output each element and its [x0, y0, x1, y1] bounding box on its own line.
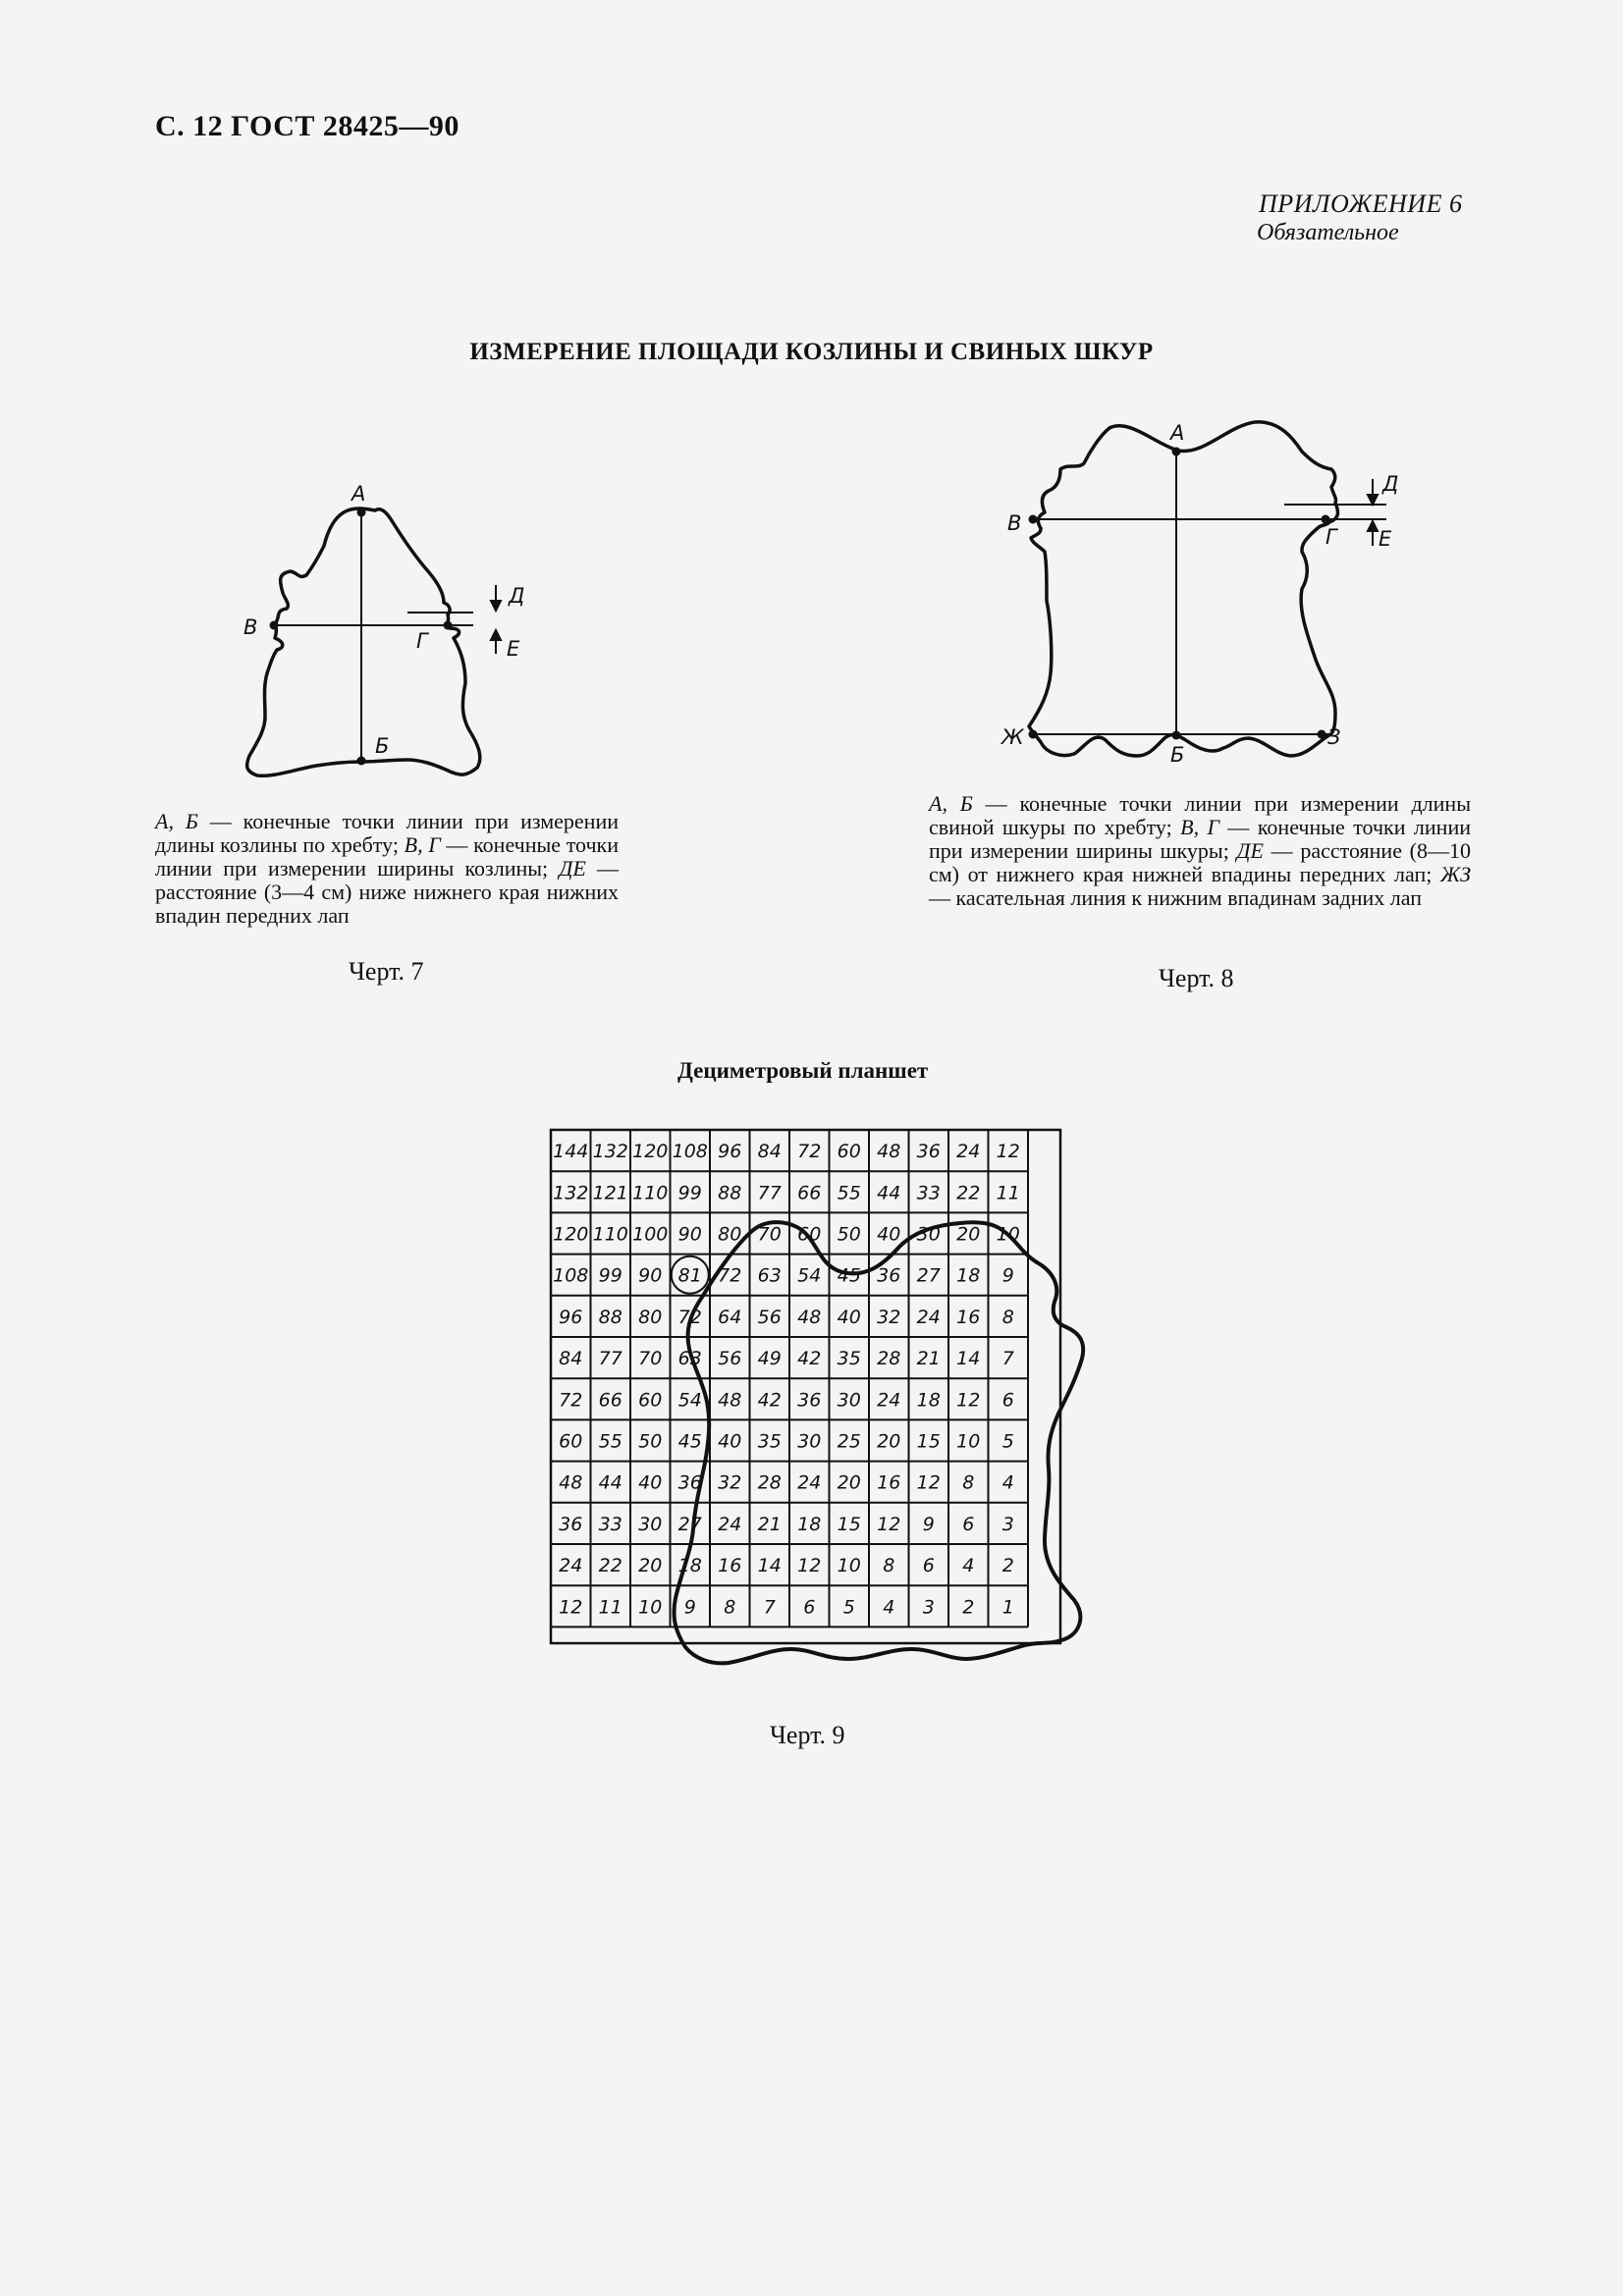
grid-cell-value: 28 — [757, 1471, 782, 1494]
grid-cell-value: 22 — [598, 1555, 622, 1577]
grid-cell-value: 66 — [797, 1182, 822, 1204]
grid-cell-value: 20 — [638, 1555, 663, 1577]
grid-cell-value: 72 — [559, 1389, 583, 1412]
pig-point-a: А — [1170, 421, 1185, 445]
grid-cell-value: 11 — [598, 1596, 622, 1619]
grid-cell-value: 80 — [638, 1306, 663, 1328]
grid-cell-value: 50 — [638, 1430, 663, 1453]
grid-cell-value: 28 — [877, 1348, 901, 1370]
grid-cell-value: 30 — [638, 1513, 663, 1535]
grid-cell-value: 63 — [757, 1264, 782, 1287]
grid-cell-value: 30 — [916, 1223, 941, 1246]
grid-cell-value: 48 — [559, 1471, 583, 1494]
grid-cell-value: 9 — [683, 1596, 696, 1619]
pig-point-e: Е — [1379, 527, 1392, 551]
grid-cell-value: 120 — [632, 1141, 669, 1163]
pig-point-b: Б — [1170, 743, 1185, 767]
grid-cell-value: 63 — [677, 1348, 702, 1370]
grid-cell-value: 36 — [797, 1389, 822, 1412]
goat-skin-outline — [247, 508, 480, 775]
grid-cell-value: 45 — [677, 1430, 702, 1453]
grid-cell-value: 44 — [877, 1182, 901, 1204]
grid-cell-value: 132 — [592, 1141, 628, 1163]
grid-cell-value: 45 — [837, 1264, 861, 1287]
grid-cell-value: 4 — [1001, 1471, 1014, 1494]
pig-point-g: Г — [1325, 525, 1337, 549]
grid-cell-value: 2 — [962, 1596, 975, 1619]
grid-cell-value: 33 — [598, 1513, 622, 1535]
figure7-label: Черт. 7 — [349, 957, 424, 986]
grid-cell-value: 30 — [797, 1430, 822, 1453]
pig-point-zh: Ж — [1001, 725, 1024, 749]
grid-cell-value: 24 — [797, 1471, 822, 1494]
grid-cell-value: 18 — [797, 1513, 822, 1535]
grid-cell-value: 16 — [877, 1471, 901, 1494]
grid-cell-value: 24 — [559, 1555, 583, 1577]
grid-cell-value: 84 — [757, 1141, 782, 1163]
grid-cell-value: 70 — [638, 1348, 663, 1370]
grid-cell-value: 12 — [996, 1141, 1020, 1163]
grid-cell-value: 81 — [677, 1264, 702, 1287]
grid-cell-value: 90 — [677, 1223, 702, 1246]
main-title: ИЗМЕРЕНИЕ ПЛОЩАДИ КОЗЛИНЫ И СВИНЫХ ШКУР — [469, 339, 1154, 365]
goat-point-v: В — [243, 615, 258, 639]
grid-cell-value: 12 — [956, 1389, 981, 1412]
grid-cell-value: 18 — [956, 1264, 981, 1287]
grid-cell-value: 18 — [677, 1555, 702, 1577]
grid-cell-value: 108 — [553, 1264, 589, 1287]
grid-cell-value: 60 — [638, 1389, 663, 1412]
appendix-title: ПРИЛОЖЕНИЕ 6 — [1259, 189, 1463, 218]
grid-cell-value: 96 — [559, 1306, 583, 1328]
grid-cell-value: 6 — [962, 1513, 975, 1535]
grid-cell-value: 4 — [883, 1596, 895, 1619]
grid-cell-value: 6 — [922, 1555, 935, 1577]
grid-cell-value: 108 — [672, 1141, 708, 1163]
grid-cell-value: 35 — [757, 1430, 782, 1453]
board-frame — [551, 1130, 1060, 1643]
grid-cell-value: 33 — [916, 1182, 941, 1204]
grid-cell-value: 16 — [718, 1555, 742, 1577]
grid-cell-value: 36 — [677, 1471, 702, 1494]
grid-cell-value: 84 — [559, 1348, 583, 1370]
goat-point-d: Д — [509, 584, 525, 608]
figure7-caption: А, Б — конечные точки линии при измерении длины козлины по хребту; В, Г — конечные точки линии при измерении ширины козлины; ДЕ — расстояние (3—4 см) ниже нижнего края нижних впадин передних лап — [155, 809, 620, 928]
grid-cell-value: 6 — [803, 1596, 816, 1619]
grid-cell-value: 5 — [842, 1596, 855, 1619]
grid-cell-value: 56 — [718, 1348, 742, 1370]
grid-cell-value: 48 — [718, 1389, 742, 1412]
grid-cell-value: 24 — [718, 1513, 742, 1535]
grid-cell-value: 49 — [757, 1348, 782, 1370]
grid-cell-value: 8 — [1001, 1306, 1014, 1328]
grid-cell-value: 56 — [757, 1306, 782, 1328]
pig-point-z: З — [1327, 725, 1341, 749]
grid-cell-value: 77 — [757, 1182, 782, 1204]
grid-cell-value: 8 — [883, 1555, 895, 1577]
grid-cell-value: 64 — [718, 1306, 742, 1328]
grid-cell-value: 7 — [1001, 1348, 1014, 1370]
grid-cell-value: 25 — [837, 1430, 861, 1453]
grid-cell-value: 90 — [638, 1264, 663, 1287]
grid-cell-value: 14 — [757, 1555, 782, 1577]
grid-cell-value: 36 — [559, 1513, 583, 1535]
grid-cell-value: 40 — [638, 1471, 663, 1494]
pig-skin-outline — [1029, 422, 1337, 756]
goat-point-b: Б — [375, 734, 390, 758]
skin-outline-on-board — [674, 1222, 1083, 1663]
grid-cell-value: 60 — [559, 1430, 583, 1453]
grid-cell-value: 72 — [797, 1141, 822, 1163]
grid-cell-value: 60 — [837, 1141, 861, 1163]
grid-cell-value: 44 — [598, 1471, 622, 1494]
grid-cell-value: 7 — [763, 1596, 776, 1619]
grid-cell-value: 24 — [916, 1306, 941, 1328]
grid-cell-value: 11 — [996, 1182, 1020, 1204]
grid-cell-value: 35 — [837, 1348, 861, 1370]
grid-cell-value: 50 — [837, 1223, 861, 1246]
grid-cell-value: 121 — [592, 1182, 628, 1204]
grid-cell-value: 20 — [956, 1223, 981, 1246]
grid-cell-value: 21 — [916, 1348, 941, 1370]
grid-cell-value: 6 — [1001, 1389, 1014, 1412]
grid-cell-value: 27 — [677, 1513, 702, 1535]
grid-cell-value: 42 — [797, 1348, 822, 1370]
grid-cell-value: 40 — [837, 1306, 861, 1328]
grid-cell-value: 24 — [956, 1141, 981, 1163]
grid-cell-value: 77 — [598, 1348, 622, 1370]
grid-cell-value: 80 — [718, 1223, 742, 1246]
grid-cell-value: 32 — [877, 1306, 901, 1328]
grid-cell-value: 48 — [797, 1306, 822, 1328]
grid-cell-value: 10 — [837, 1555, 861, 1577]
grid-cell-value: 32 — [718, 1471, 742, 1494]
grid-cell-value: 55 — [598, 1430, 622, 1453]
goat-point-a: А — [352, 482, 366, 506]
figure9-label: Черт. 9 — [770, 1721, 845, 1749]
figure8-caption: А, Б — конечные точки линии при измерении длины свиной шкуры по хребту; В, Г — конечные точки линии при измерении ширины шкуры; ДЕ — расстояние (8—10 см) от нижнего края нижней впадины передних лап; ЖЗ — касательная линия к нижним впадинам задних лап — [929, 791, 1471, 910]
grid-cell-value: 10 — [638, 1596, 663, 1619]
grid-cell-value: 55 — [837, 1182, 861, 1204]
grid-cell-value: 54 — [797, 1264, 822, 1287]
grid-cell-value: 12 — [916, 1471, 941, 1494]
grid-cell-value: 16 — [956, 1306, 981, 1328]
pig-point-v: В — [1007, 511, 1022, 535]
grid-cell-value: 20 — [837, 1471, 861, 1494]
grid-cell-value: 42 — [757, 1389, 782, 1412]
grid-cell-value: 15 — [916, 1430, 941, 1453]
grid-cell-value: 120 — [553, 1223, 589, 1246]
grid-cell-value: 3 — [1001, 1513, 1014, 1535]
board-title: Дециметровый планшет — [677, 1058, 929, 1083]
grid-cell-value: 15 — [837, 1513, 861, 1535]
grid-cell-value: 40 — [718, 1430, 742, 1453]
grid-cell-value: 99 — [677, 1182, 702, 1204]
grid-cell-value: 144 — [553, 1141, 589, 1163]
pig-point-d: Д — [1382, 472, 1399, 496]
grid-cell-value: 100 — [632, 1223, 669, 1246]
grid-cell-value: 2 — [1001, 1555, 1014, 1577]
page-header: С. 12 ГОСТ 28425—90 — [155, 110, 460, 142]
grid-cell-value: 88 — [598, 1306, 622, 1328]
grid-cell-value: 10 — [996, 1223, 1020, 1246]
grid-cell-value: 66 — [598, 1389, 622, 1412]
grid-cell-value: 1 — [1001, 1596, 1014, 1619]
grid-cell-value: 12 — [797, 1555, 822, 1577]
grid-cell-value: 5 — [1001, 1430, 1014, 1453]
grid-cell-value: 40 — [877, 1223, 901, 1246]
grid-cell-value: 60 — [797, 1223, 822, 1246]
grid-cell-value: 9 — [922, 1513, 935, 1535]
grid-cell-value: 8 — [724, 1596, 736, 1619]
grid-cell-value: 110 — [592, 1223, 628, 1246]
grid-cell-value: 70 — [757, 1223, 782, 1246]
grid-cell-value: 132 — [553, 1182, 589, 1204]
grid-cell-value: 36 — [877, 1264, 901, 1287]
grid-cell-value: 72 — [677, 1306, 702, 1328]
grid-cell-value: 12 — [877, 1513, 901, 1535]
grid-cell-value: 99 — [598, 1264, 622, 1287]
grid-cell-value: 22 — [956, 1182, 981, 1204]
grid-cell-value: 72 — [718, 1264, 742, 1287]
grid-cell-value: 88 — [718, 1182, 742, 1204]
grid-cell-value: 18 — [916, 1389, 941, 1412]
grid-cell-value: 96 — [718, 1141, 742, 1163]
goat-point-g: Г — [416, 629, 428, 653]
figure8-label: Черт. 8 — [1159, 964, 1234, 992]
grid-cell-value: 14 — [956, 1348, 981, 1370]
grid-cell-value: 12 — [559, 1596, 583, 1619]
appendix-status: Обязательное — [1257, 220, 1399, 245]
grid-cell-value: 9 — [1001, 1264, 1014, 1287]
grid-cell-value: 36 — [916, 1141, 941, 1163]
grid-cell-value: 27 — [916, 1264, 941, 1287]
grid-cell-value: 48 — [877, 1141, 901, 1163]
grid-cell-value: 20 — [877, 1430, 901, 1453]
grid-cell-value: 21 — [757, 1513, 782, 1535]
circled-cell-marker — [672, 1256, 709, 1294]
grid-cell-value: 24 — [877, 1389, 901, 1412]
grid-cell-value: 54 — [677, 1389, 702, 1412]
grid-cell-value: 30 — [837, 1389, 861, 1412]
grid-cell-value: 110 — [632, 1182, 669, 1204]
grid-cell-value: 3 — [922, 1596, 935, 1619]
goat-point-e: Е — [507, 637, 520, 661]
grid-cell-value: 10 — [956, 1430, 981, 1453]
grid-cell-value: 8 — [962, 1471, 975, 1494]
grid-cell-value: 4 — [962, 1555, 975, 1577]
